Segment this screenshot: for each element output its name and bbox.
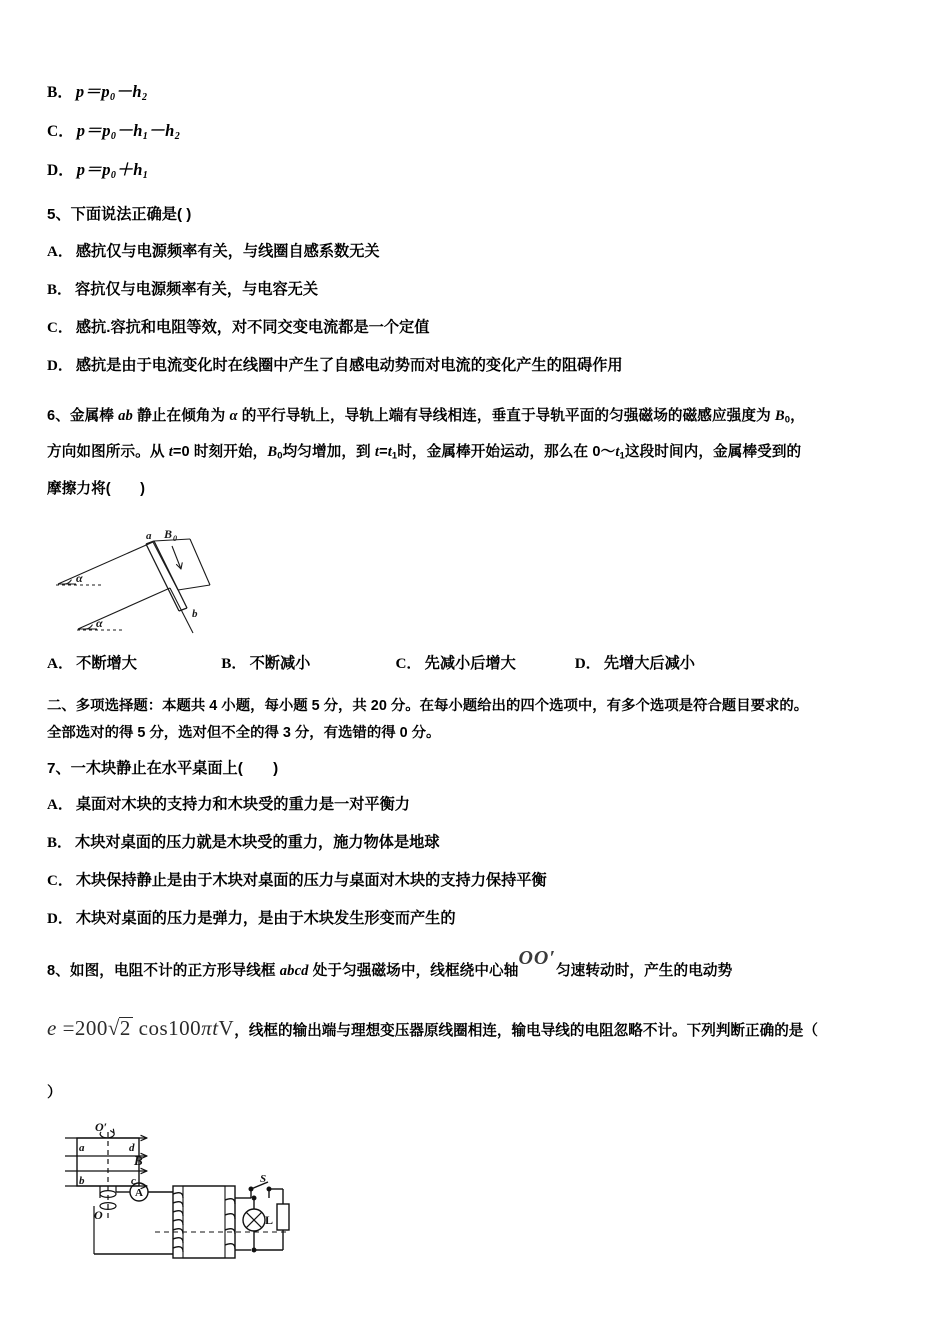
q5-option-a [47, 244, 913, 260]
q7-option-b-label: B． [47, 834, 73, 851]
coil-transformer-circuit [55, 1120, 295, 1285]
section2-line-2: 全部选对的得 5 分，选对但不全的得 3 分，有选错的得 0 分。 [47, 724, 441, 741]
lamp-filament-cross [246, 1212, 262, 1228]
transformer-core-inner [183, 1186, 225, 1258]
q6-option-b-text: 不断减小 [249, 654, 311, 672]
q7-option-c-text: 木块保持静止是由于木块对桌面的压力与桌面对木块的支持力保持平衡 [75, 871, 547, 889]
q7-stem: 7、一木块静止在水平桌面上( ) [47, 759, 279, 777]
q6-option-a [47, 652, 217, 673]
label-corner-d: d [129, 1141, 135, 1154]
q8-emf-formula [47, 1016, 234, 1040]
formula-cos: cos [138, 1015, 169, 1040]
q6-option-c [395, 652, 570, 673]
rail-upper [58, 542, 153, 584]
rod-edge-1 [146, 544, 179, 611]
q8-line2-post: ，线框的输出端与理想变压器原线圈相连，输电导线的电阻忽略不计。下列判断正确的是（ [234, 1022, 818, 1039]
formula-t: t [212, 1015, 219, 1040]
panel-right [190, 539, 210, 585]
q4-option-c [47, 120, 913, 142]
q5-option-c [47, 320, 913, 336]
q6-line-3: 摩擦力将( ) [47, 480, 146, 497]
rod-edge-2 [154, 541, 187, 608]
node-lamp-top [252, 1196, 256, 1200]
q6-option-d-text: 先增大后减小 [603, 654, 695, 672]
label-corner-b: b [79, 1174, 85, 1187]
q7-option-a-text: 桌面对木块的支持力和木块受的重力是一对平衡力 [75, 795, 410, 813]
formula-pi: π [201, 1015, 213, 1040]
radical-sign: √ [107, 1015, 120, 1040]
primary-winding [173, 1192, 183, 1251]
q6-option-b-label: B． [221, 654, 247, 672]
q5-option-d [47, 358, 913, 374]
formula-radicand: 2 [119, 1015, 131, 1040]
q6-option-c-label: C． [395, 654, 422, 672]
q8-line1-post: 匀速转动时，产生的电动势 [555, 962, 733, 979]
formula-unit: V [218, 1015, 235, 1040]
q8-figure [55, 1120, 913, 1285]
rail-lower [78, 588, 170, 629]
q7-option-b [47, 835, 913, 851]
label-rod-a: a [146, 529, 152, 542]
q7-option-b-text: 木块对桌面的压力就是木块受的重力，施力物体是地球 [75, 833, 440, 851]
inclined-rails-diagram [50, 512, 270, 640]
label-angle-2: α [96, 615, 103, 630]
q6-option-c-text: 先减小后增大 [424, 654, 516, 672]
q6-line-2: 方向如图所示。从 t=0 时刻开始，$B_0$均匀增加，到 $t=t_1$时，金属棒开始运动，那么在 $0\sim t_1$这段时间内，金属棒受到的 [47, 444, 802, 462]
q4-option-d-formula: $p=p_0+h_1$ [76, 159, 149, 181]
label-corner-a: a [79, 1141, 85, 1154]
q4-option-b-label: B． [47, 84, 73, 101]
rotation-arrow-head [111, 1129, 114, 1133]
q5-option-b-text: 容抗仅与电源频率有关，与电容无关 [75, 280, 319, 298]
q4-option-c-label: C． [47, 122, 74, 140]
q4-option-b [47, 84, 913, 103]
resistor-body [277, 1204, 289, 1230]
q6-line-1: 6、金属棒 ab 静止在倾角为 α 的平行导轨上，导轨上端有导线相连，垂直于导轨平面的匀强磁场的磁感应强度为 $B_0$， [47, 407, 805, 426]
label-corner-c: c [131, 1174, 136, 1187]
q7-option-c-label: C． [47, 872, 73, 889]
q6-options-row [47, 652, 913, 673]
label-rod-b: b [192, 607, 198, 620]
q7-option-a [47, 797, 913, 813]
q4-option-d [47, 159, 913, 181]
q7-option-a-label: A． [47, 796, 73, 813]
formula-sqrt [108, 1017, 133, 1039]
q5-stem: 5、下面说法正确是( ) [47, 206, 192, 224]
q8-formula-line [47, 1017, 913, 1039]
q5-option-b-label: B． [47, 281, 73, 298]
formula-e: e [47, 1015, 57, 1040]
formula-eq: = [62, 1015, 75, 1040]
q6-figure [50, 512, 913, 640]
q7-option-d-label: D． [47, 910, 73, 927]
page-content [47, 84, 913, 1285]
label-angle-1: α [76, 570, 83, 585]
q5-option-c-text: 感抗.容抗和电阻等效，对不同交变电流都是一个定值 [75, 318, 430, 336]
label-lamp-L: L [265, 1212, 274, 1227]
q8-line1-pre: 8、如图，电阻不计的正方形导线框 [47, 962, 280, 979]
q8-line-3: ） [47, 1084, 62, 1101]
label-field-B: B [164, 526, 173, 541]
formula-coefficient: 200 [74, 1015, 108, 1040]
q5-option-d-text: 感抗是由于电流变化时在线圈中产生了自感电动势而对电流的变化产生的阻碍作用 [75, 356, 623, 374]
q7-option-c [47, 873, 913, 889]
q6-option-a-label: A． [47, 654, 74, 672]
q4-option-d-label: D． [47, 161, 74, 179]
q4-option-c-formula: $p=p_0-h_1-h_2$ [76, 120, 181, 142]
label-switch-S: S [260, 1172, 267, 1185]
label-field-sub: 0 [173, 533, 177, 543]
q5-option-b [47, 282, 913, 298]
q5-option-c-label: C． [47, 319, 73, 336]
section2-line-1: 二、多项选择题：本题共 4 小题，每小题 5 分，共 20 分。在每小题给出的四个选项中，有多个选项是符合题目要求的。 [47, 697, 809, 714]
q4-option-b-formula: $p=p_0-h_2$ [75, 82, 148, 103]
q5-option-a-label: A． [47, 243, 73, 260]
q8-line-1 [47, 946, 913, 982]
field-arrow-shaft [172, 546, 181, 569]
q5-option-d-label: D． [47, 357, 73, 374]
label-axis-top: O′ [95, 1119, 108, 1134]
q6-option-d [575, 652, 695, 673]
secondary-winding [225, 1198, 235, 1248]
formula-arg: 100 [168, 1015, 202, 1040]
q8-line1-mid: 处于匀强磁场中，线框绕中心轴 [308, 962, 519, 979]
q8-axis-label: OO′ [518, 946, 556, 969]
q7-option-d-text: 木块对桌面的压力是弹力，是由于木块发生形变而产生的 [75, 909, 456, 927]
q6-option-a-text: 不断增大 [76, 654, 137, 672]
panel-bottom [178, 585, 210, 590]
q5-option-a-text: 感抗仅与电源频率有关，与线圈自感系数无关 [75, 242, 380, 260]
q4-options-group [47, 84, 913, 180]
q6-option-d-label: D． [574, 654, 601, 672]
label-field-B: B [134, 1152, 143, 1168]
q7-option-d [47, 911, 913, 927]
label-ammeter: A [135, 1186, 143, 1199]
label-axis-bottom: O [94, 1207, 103, 1222]
q6-option-b [221, 652, 391, 673]
q8-coil-name: abcd [279, 962, 309, 979]
